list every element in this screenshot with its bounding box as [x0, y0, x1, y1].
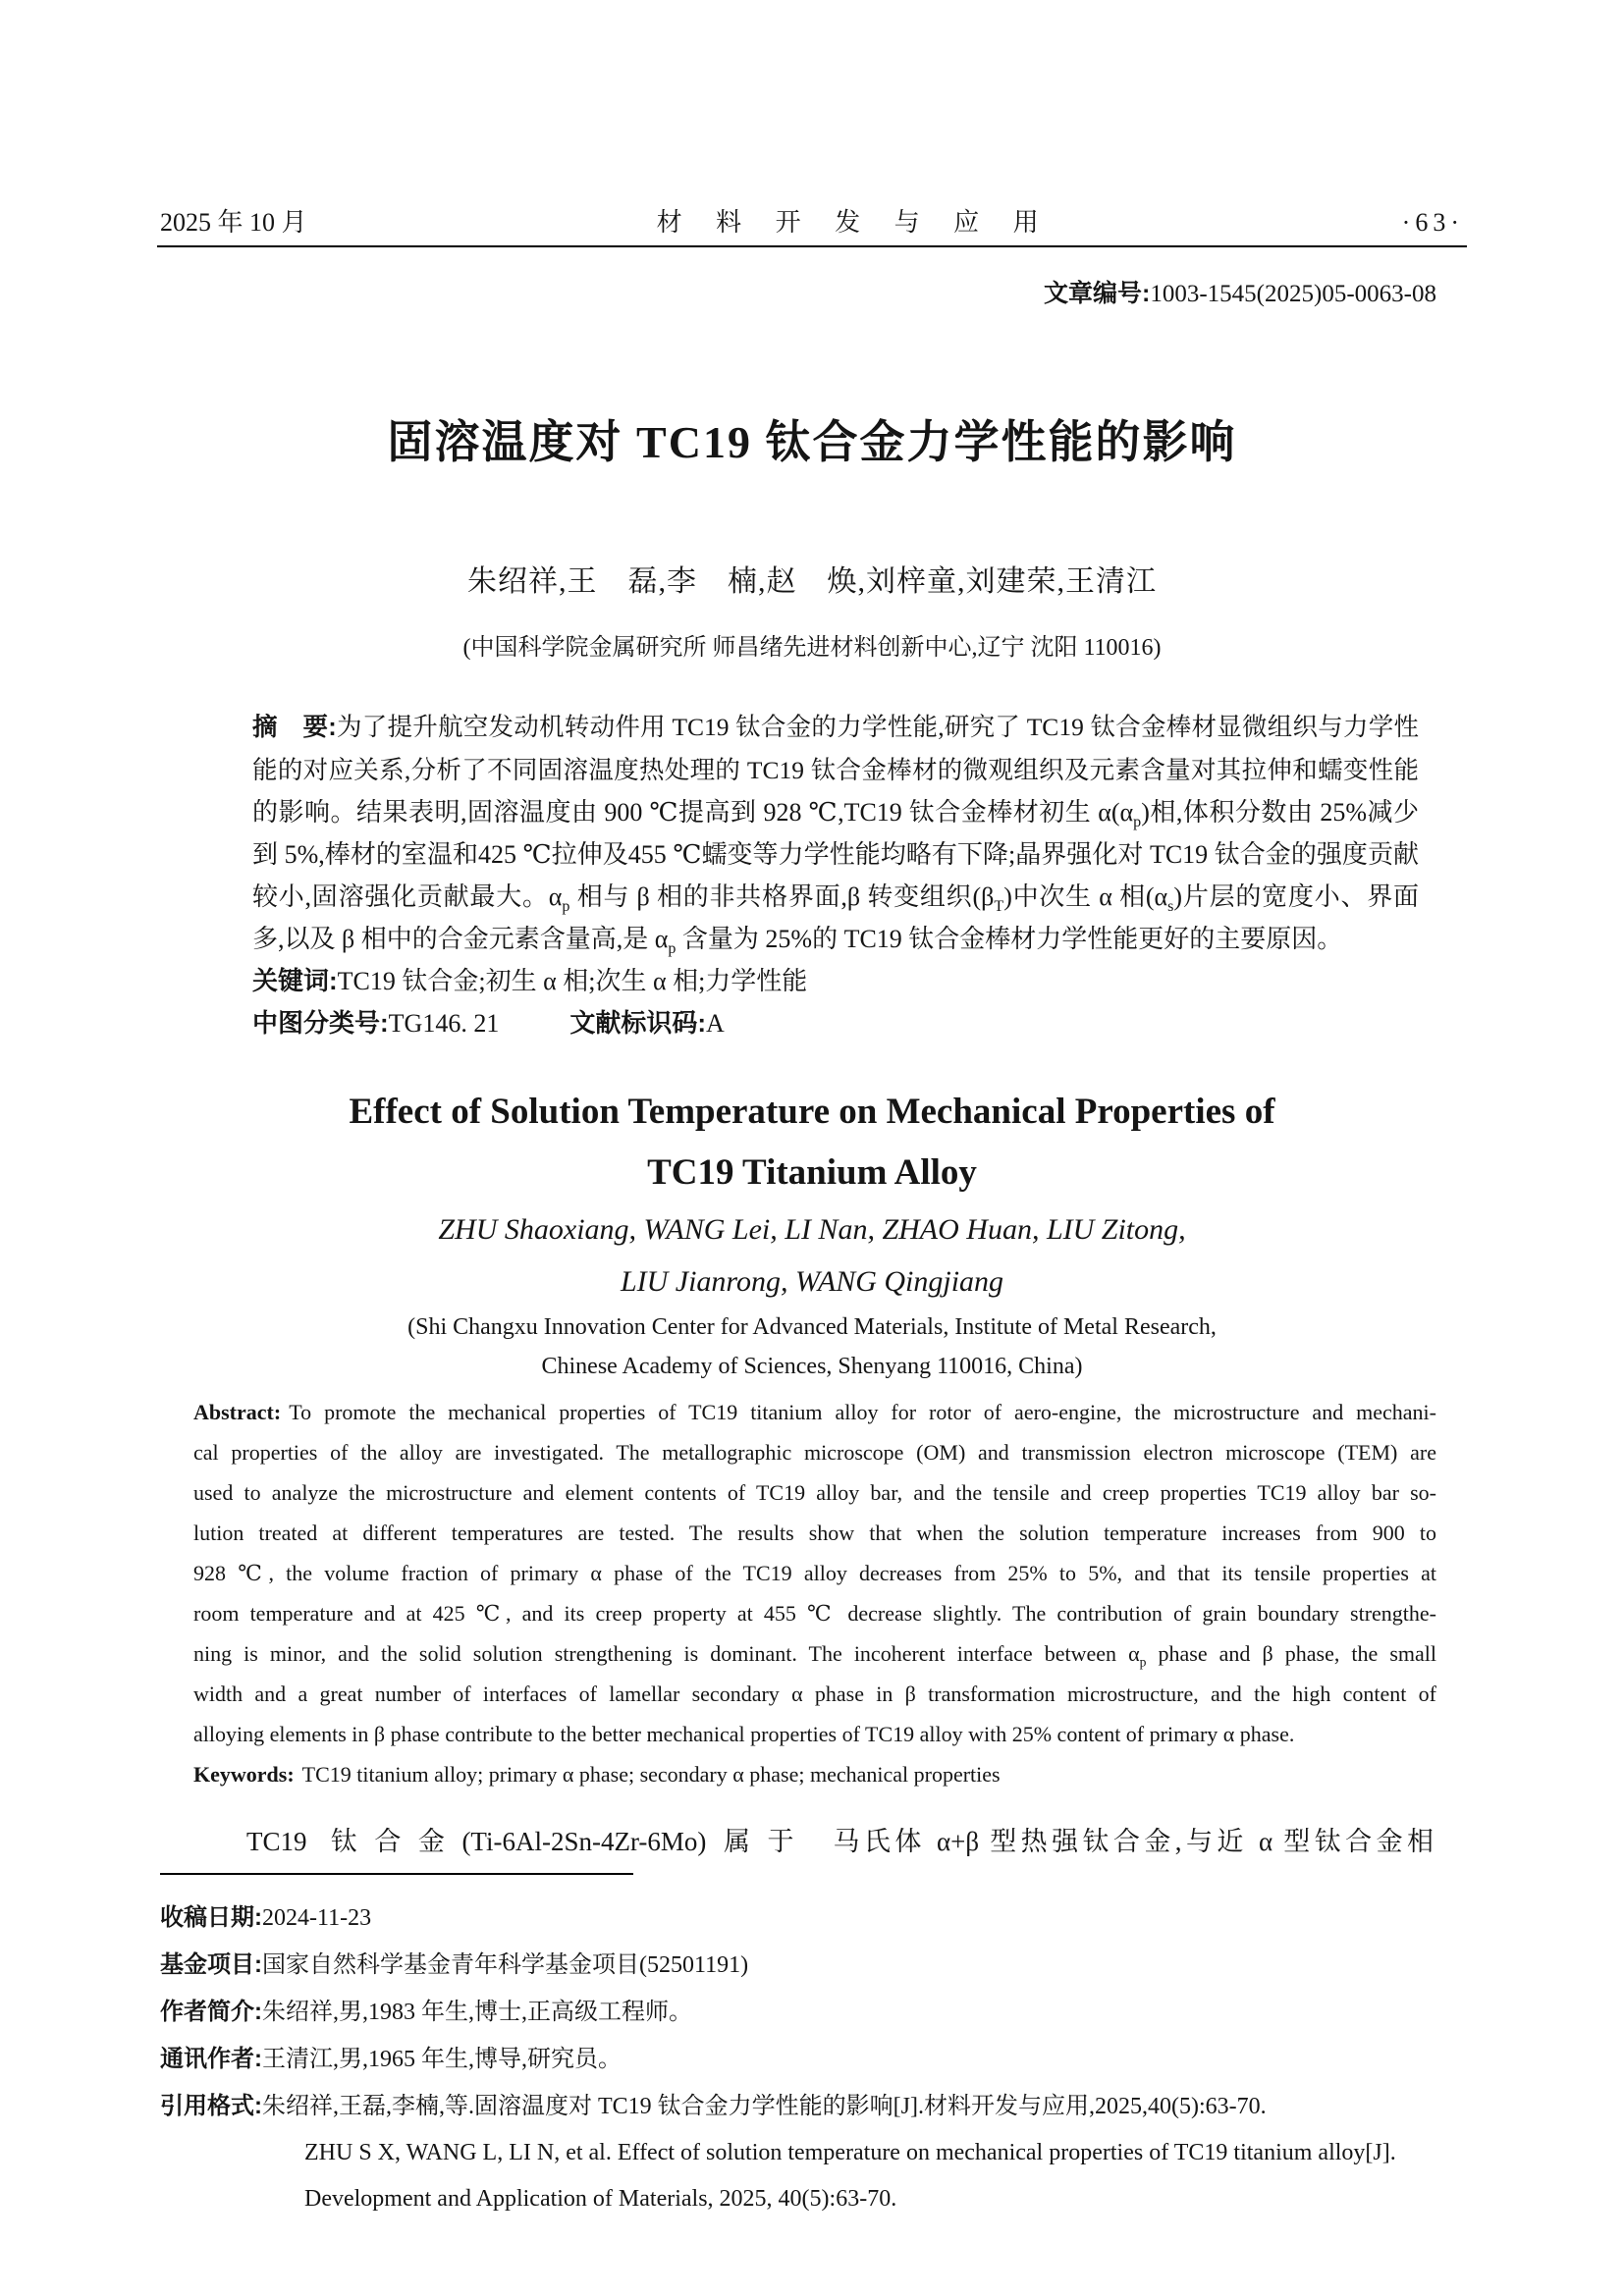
clc-line — [252, 1002, 1419, 1044]
received-value: 2024-11-23 — [262, 1905, 372, 1931]
article-number-value: 1003-1545(2025)05-0063-08 — [1150, 281, 1436, 307]
clc-label: 中图分类号: — [252, 1008, 389, 1038]
affiliation-cn: (中国科学院金属研究所 师昌绪先进材料创新中心,辽宁 沈阳 110016) — [462, 635, 1162, 661]
affiliation-en-line2: Chinese Academy of Sciences, Shenyang 110016, China) — [541, 1354, 1083, 1379]
abstract-cn — [252, 706, 1419, 1044]
body-text — [193, 1824, 1434, 1859]
authors-en — [137, 1203, 1487, 1308]
fund-value: 国家自然科学基金青年科学基金项目(52501191) — [262, 1952, 749, 1978]
keywords-en-text: TC19 titanium alloy; primary α phase; secondary α phase; mechanical properties — [301, 1762, 1001, 1787]
abstract-en-line: room temperature and at 425 ℃, and its creep property at 455 ℃ decrease slightly. The contribution of grain boundary strengthe- — [193, 1601, 1436, 1626]
abstract-en-line: 928 ℃, the volume fraction of primary α phase of the TC19 alloy decreases from 25% to 5%, and that its tensile properties at — [193, 1561, 1436, 1585]
keywords-cn-line — [252, 960, 1419, 1002]
body-left-line: TC19 钛合金(Ti-6Al-2Sn-4Zr-6Mo)属于 — [246, 1827, 794, 1856]
header-journal-title: 材 料 开 发 与 应 用 — [656, 208, 1053, 237]
authors-en-line2: LIU Jianrong, WANG Qingjiang — [620, 1265, 1004, 1298]
abstract-en-line: ning is minor, and the solid solution strengthening is dominant. The incoherent interface between $\alpha_p$ phase and β phase, the small — [193, 1641, 1437, 1670]
abstract-cn-line: 多,以及 β 相中的合金元素含量高,是 $\alpha_p$ 含量为 25%的 TC19 钛合金棒材力学性能更好的主要原因。 — [252, 925, 1343, 958]
affiliation-en — [137, 1308, 1487, 1386]
keywords-cn-label: 关键词: — [252, 966, 338, 995]
corresponding-label: 通讯作者: — [160, 2046, 262, 2072]
footnote-citation-en-line1: ZHU S X, WANG L, LI N, et al. Effect of solution temperature on mechanical properties of TC19 titanium alloy[J]. — [304, 2140, 1396, 2165]
abstract-en-label: Abstract: — [193, 1400, 282, 1424]
abstract-en-text: To promote the mechanical properties of TC19 titanium alloy for rotor of aero-engine, the microstructure and mechani- — [289, 1400, 1436, 1424]
affiliation-en-line1: (Shi Changxu Innovation Center for Advanced Materials, Institute of Metal Research, — [407, 1314, 1217, 1340]
body-right-line: 马氏体 α+β 型热强钛合金,与近 α 型钛合金相 — [833, 1827, 1434, 1856]
body-column-right — [834, 1824, 1435, 1859]
abstract-cn-line: 的影响。结果表明,固溶温度由 900 ℃提高到 928 ℃,TC19 钛合金棒材初生 $\alpha(\alpha_p)$相,体积分数由 25%减少 — [252, 798, 1420, 831]
article-number-label: 文章编号: — [1044, 280, 1151, 307]
footnote-rule — [160, 1873, 633, 1875]
header-date: 2025 年 10 月 — [160, 208, 307, 237]
footnote-received — [160, 1895, 1456, 1942]
title-cn: 固溶温度对 TC19 钛合金力学性能的影响 — [387, 417, 1237, 467]
abstract-en-line: alloying elements in β phase contribute to the better mechanical properties of TC19 alloy with 25% content of primary α phase. — [193, 1722, 1295, 1746]
article-number — [0, 279, 1436, 309]
keywords-en-line — [193, 1754, 1436, 1794]
footnote-citation-cn — [160, 2083, 1456, 2130]
authors-en-line1: ZHU Shaoxiang, WANG Lei, LI Nan, ZHAO Huan, LIU Zitong, — [438, 1213, 1186, 1246]
fund-label: 基金项目: — [160, 1951, 262, 1978]
corresponding-value: 王清江,男,1965 年生,博导,研究员。 — [262, 2047, 622, 2072]
footnotes — [160, 1895, 1456, 2222]
abstract-cn-text: 为了提升航空发动机转动件用 TC19 钛合金的力学性能,研究了 TC19 钛合金棒材显微组织与力学性 — [336, 713, 1420, 741]
abstract-en-line: lution treated at different temperatures are tested. The results show that when the solution temperature increases from 900 to — [193, 1521, 1436, 1545]
abstract-cn-line: 到 5%,棒材的室温和425 ℃拉伸及455 ℃蠕变等力学性能均略有下降;晶界强化对 TC19 钛合金的强度贡献 — [252, 840, 1419, 869]
body-column-left — [193, 1824, 794, 1859]
abstract-en — [193, 1392, 1436, 1794]
abstract-en-line — [193, 1392, 1436, 1432]
header-page-number: ·63· — [1401, 208, 1464, 237]
header-rule — [157, 245, 1467, 247]
abstract-en-line: used to analyze the microstructure and element contents of TC19 alloy bar, and the tensile and creep properties TC19 alloy bar so- — [193, 1480, 1436, 1505]
doc-code-label: 文献标识码: — [569, 1008, 707, 1038]
abstract-cn-label: 摘 要: — [252, 714, 337, 741]
abstract-cn-line: 较小,固溶强化贡献最大。$\alpha_p$ 相与 β 相的非共格界面,β 转变组织$(\beta_T)$中次生 α 相$(\alpha_s)$片层的宽度小、界面 — [252, 882, 1419, 916]
abstract-en-line: width and a great number of interfaces of lamellar secondary α phase in β transformation microstructure, and the high content of — [193, 1682, 1436, 1706]
footnote-fund — [160, 1942, 1456, 1989]
doc-code-value: A — [706, 1009, 725, 1038]
author-bio-value: 朱绍祥,男,1983 年生,博士,正高级工程师。 — [262, 2000, 692, 2025]
received-label: 收稿日期: — [160, 1904, 262, 1931]
footnote-author-bio — [160, 1989, 1456, 2036]
keywords-cn-text: TC19 钛合金;初生 α 相;次生 α 相;力学性能 — [337, 967, 808, 995]
title-en — [137, 1082, 1487, 1203]
keywords-en-label: Keywords: — [193, 1762, 295, 1787]
author-bio-label: 作者简介: — [160, 1999, 262, 2025]
footnote-corresponding — [160, 2036, 1456, 2083]
citation-label: 引用格式: — [160, 2093, 262, 2119]
clc-value: TG146. 21 — [388, 1009, 500, 1038]
abstract-en-line: cal properties of the alloy are investigated. The metallographic microscope (OM) and transmission electron microscope (TEM) are — [193, 1440, 1436, 1465]
title-en-line1: Effect of Solution Temperature on Mechanical Properties of — [349, 1092, 1275, 1132]
authors-cn: 朱绍祥,王 磊,李 楠,赵 焕,刘梓童,刘建荣,王清江 — [467, 565, 1157, 598]
abstract-cn-line: 能的对应关系,分析了不同固溶温度热处理的 TC19 钛合金棒材的微观组织及元素含量对其拉伸和蠕变性能 — [252, 756, 1419, 784]
footnote-citation-en-line2: Development and Application of Materials, 2025, 40(5):63-70. — [304, 2186, 897, 2212]
title-en-line2: TC19 Titanium Alloy — [647, 1152, 977, 1193]
abstract-cn-line — [252, 706, 1419, 749]
citation-cn-value: 朱绍祥,王磊,李楠,等.固溶温度对 TC19 钛合金力学性能的影响[J].材料开发与应用,2025,40(5):63-70. — [262, 2094, 1267, 2119]
running-head — [160, 206, 1464, 240]
